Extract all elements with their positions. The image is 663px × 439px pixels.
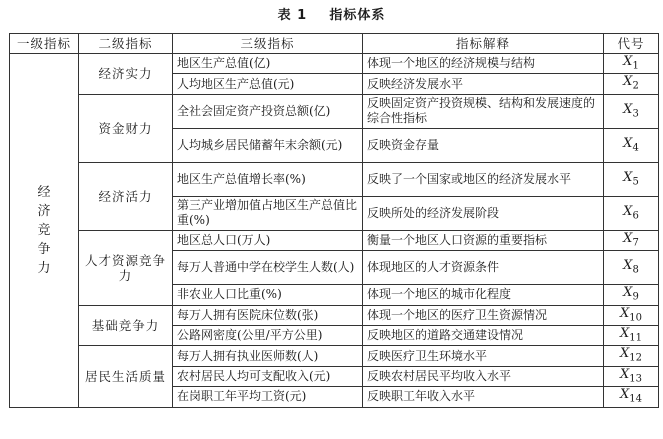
header-row xyxy=(10,34,659,54)
code-letter: X xyxy=(623,74,633,90)
table-row xyxy=(10,162,659,196)
code-letter: X xyxy=(623,257,633,273)
code-letter: X xyxy=(623,54,633,69)
explain-cell: 反映职工年收入水平 xyxy=(363,387,604,407)
level3-cell: 地区总人口(万人) xyxy=(173,230,363,250)
code-letter: X xyxy=(623,101,633,117)
level3-cell: 地区生产总值增长率(%) xyxy=(173,162,363,196)
code-subscript: 2 xyxy=(632,80,639,92)
code-subscript: 3 xyxy=(632,107,639,119)
explain-cell: 体现一个地区的医疗卫生资源情况 xyxy=(363,305,604,325)
code-subscript: 7 xyxy=(632,237,639,249)
explain-cell: 衡量一个地区人口资源的重要指标 xyxy=(363,230,604,250)
level2-cell: 基础竞争力 xyxy=(79,305,173,346)
header-level3: 三级指标 xyxy=(173,34,363,54)
header-level1: 一级指标 xyxy=(10,34,79,54)
code-cell xyxy=(604,196,659,230)
level3-cell: 地区生产总值(亿) xyxy=(173,54,363,74)
table-title: 指标体系 xyxy=(329,8,386,23)
code-cell xyxy=(604,366,659,386)
code-letter: X xyxy=(620,366,630,382)
code-letter: X xyxy=(620,346,630,362)
code-subscript: 10 xyxy=(629,311,642,323)
table-body xyxy=(10,54,659,408)
code-cell xyxy=(604,346,659,366)
table-row xyxy=(10,94,659,128)
code-cell xyxy=(604,128,659,162)
code-letter: X xyxy=(620,305,630,321)
level3-cell: 每万人普通中学在校学生人数(人) xyxy=(173,251,363,285)
level3-cell: 人均城乡居民储蓄年末余额(元) xyxy=(173,128,363,162)
code-letter: X xyxy=(620,387,630,403)
header-level2: 二级指标 xyxy=(79,34,173,54)
code-cell xyxy=(604,54,659,74)
table-number: 表 1 xyxy=(277,8,308,23)
code-letter: X xyxy=(623,230,633,246)
explain-cell: 反映农村居民平均收入水平 xyxy=(363,366,604,386)
level3-cell: 农村居民人均可支配收入(元) xyxy=(173,366,363,386)
code-cell xyxy=(604,325,659,345)
code-subscript: 12 xyxy=(629,352,642,364)
code-letter: X xyxy=(623,285,633,301)
code-subscript: 4 xyxy=(632,141,639,153)
level3-cell: 人均地区生产总值(元) xyxy=(173,74,363,94)
explain-cell: 反映地区的道路交通建设情况 xyxy=(363,325,604,345)
code-cell xyxy=(604,94,659,128)
level3-cell: 在岗职工年平均工资(元) xyxy=(173,387,363,407)
table-row xyxy=(10,230,659,250)
code-cell xyxy=(604,305,659,325)
code-letter: X xyxy=(623,135,633,151)
explain-cell: 反映经济发展水平 xyxy=(363,74,604,94)
table-row xyxy=(10,54,659,74)
table-caption xyxy=(0,4,663,23)
code-subscript: 1 xyxy=(632,60,639,72)
explain-cell: 反映了一个国家或地区的经济发展水平 xyxy=(363,162,604,196)
code-cell xyxy=(604,162,659,196)
level3-cell: 每万人拥有医院床位数(张) xyxy=(173,305,363,325)
header-explain: 指标解释 xyxy=(363,34,604,54)
explain-cell: 反映固定资产投资规模、结构和发展速度的综合性指标 xyxy=(363,94,604,128)
level3-cell: 公路网密度(公里/平方公里) xyxy=(173,325,363,345)
code-subscript: 14 xyxy=(629,393,642,405)
explain-cell: 体现一个地区的城市化程度 xyxy=(363,285,604,305)
code-subscript: 8 xyxy=(632,264,639,276)
level3-cell: 非农业人口比重(%) xyxy=(173,285,363,305)
level2-cell: 经济活力 xyxy=(79,162,173,230)
code-cell xyxy=(604,251,659,285)
code-letter: X xyxy=(623,203,633,219)
table-row xyxy=(10,346,659,366)
level2-cell: 资金财力 xyxy=(79,94,173,162)
level1-label: 经济竞争力 xyxy=(37,184,51,276)
code-letter: X xyxy=(620,325,630,341)
level3-cell: 第三产业增加值占地区生产总值比重(%) xyxy=(173,196,363,230)
code-cell xyxy=(604,387,659,407)
code-letter: X xyxy=(623,169,633,185)
level2-cell: 居民生活质量 xyxy=(79,346,173,407)
code-subscript: 9 xyxy=(632,291,639,303)
indicator-table xyxy=(9,33,659,408)
level2-cell: 人才资源竞争力 xyxy=(79,230,173,305)
code-cell xyxy=(604,74,659,94)
level3-cell: 每万人拥有执业医师数(人) xyxy=(173,346,363,366)
code-subscript: 6 xyxy=(632,209,639,221)
code-subscript: 13 xyxy=(629,373,642,385)
level1-cell xyxy=(10,54,79,408)
explain-cell: 体现一个地区的经济规模与结构 xyxy=(363,54,604,74)
table-row xyxy=(10,305,659,325)
level3-cell: 全社会固定资产投资总额(亿) xyxy=(173,94,363,128)
explain-cell: 反映资金存量 xyxy=(363,128,604,162)
header-code: 代号 xyxy=(604,34,659,54)
explain-cell: 反映所处的经济发展阶段 xyxy=(363,196,604,230)
code-cell xyxy=(604,230,659,250)
explain-cell: 反映医疗卫生环境水平 xyxy=(363,346,604,366)
explain-cell: 体现地区的人才资源条件 xyxy=(363,251,604,285)
level2-cell: 经济实力 xyxy=(79,54,173,95)
code-subscript: 11 xyxy=(629,332,642,344)
code-subscript: 5 xyxy=(632,175,639,187)
code-cell xyxy=(604,285,659,305)
